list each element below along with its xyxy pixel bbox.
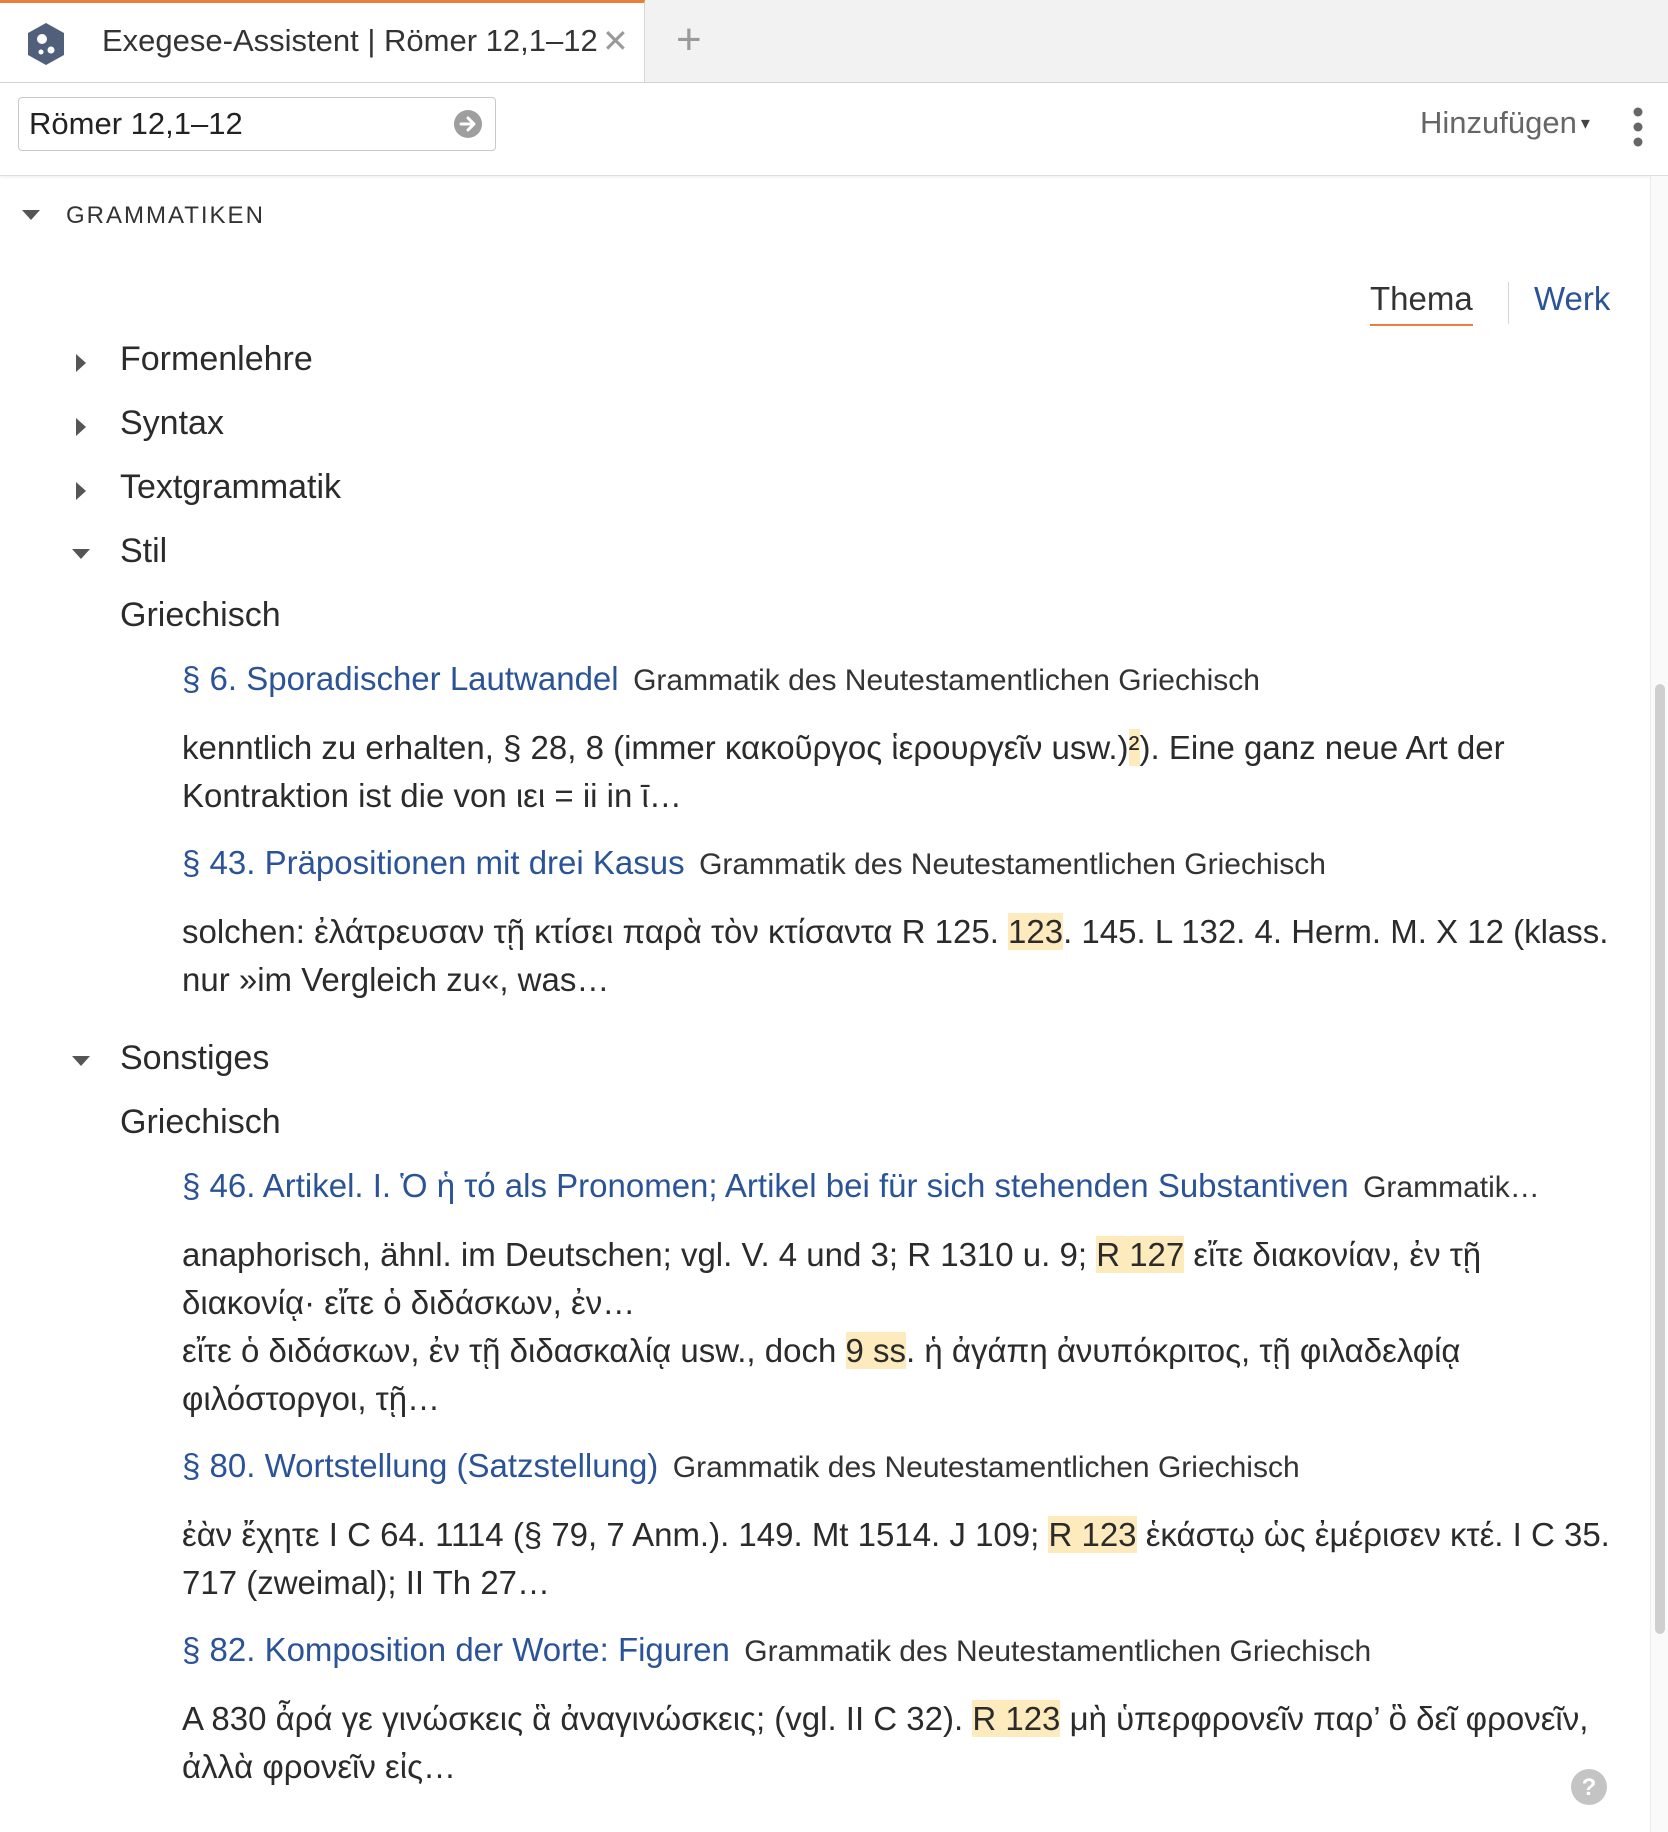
tree-node-sonstiges[interactable]: Sonstiges — [120, 1039, 270, 1077]
add-tab-icon[interactable]: + — [676, 15, 702, 64]
snippet-highlight: R 123 — [1048, 1516, 1137, 1553]
go-arrow-icon[interactable] — [453, 109, 483, 139]
language-label: Griechisch — [120, 1103, 281, 1141]
snippet-highlight: R 127 — [1096, 1236, 1185, 1273]
reference-box — [18, 97, 496, 151]
toggle-werk[interactable]: Werk — [1534, 280, 1611, 317]
entry-source: Grammatik des Neutestamentlichen Griechisch — [672, 1451, 1300, 1484]
snippet-text: μὴ ὑπερφρονεῖν παρ’ ὃ δεῖ φρονεῖν, ἀλλὰ φρονεῖν εἰς… — [182, 1700, 1589, 1785]
tree-node-syntax[interactable]: Syntax — [120, 404, 224, 442]
entry-heading — [182, 1167, 1540, 1205]
entry-link[interactable]: § 82. Komposition der Worte: Figuren — [182, 1631, 730, 1668]
add-button-label: Hinzufügen — [1420, 105, 1577, 140]
snippet-text: εἴτε διακονίαν, ἐν τῇ διακονίᾳ· εἴτε ὁ διδάσκων, ἐν… — [182, 1236, 1482, 1321]
entry-source: Grammatik des Neutestamentlichen Griechisch — [699, 848, 1326, 881]
snippet-highlight: R 123 — [972, 1700, 1061, 1737]
snippet-text: εἴτε ὁ διδάσκων, ἐν τῇ διδασκαλίᾳ usw., doch — [182, 1332, 846, 1369]
snippet-text: . 145. L 132. 4. Herm. M. X 12 (klass. nur »im Vergleich zu«, was… — [182, 913, 1609, 998]
section-title[interactable]: GRAMMATIKEN — [66, 202, 265, 229]
vertical-scrollbar[interactable] — [1650, 176, 1668, 1832]
tab-exegese-assistent[interactable] — [0, 0, 645, 82]
snippet-text: kenntlich zu erhalten, § 28, 8 (immer κακοῦργος ἱερουργεῖν usw.) — [182, 729, 1129, 766]
entry-link[interactable]: § 6. Sporadischer Lautwandel — [182, 660, 619, 697]
more-options-icon[interactable] — [1632, 107, 1644, 147]
chevron-down-icon: ▾ — [1580, 113, 1590, 133]
collapse-section-icon[interactable] — [22, 210, 40, 220]
tree-node-textgrammatik[interactable]: Textgrammatik — [120, 468, 342, 506]
snippet-highlight: 9 ss — [845, 1332, 907, 1369]
tree-node-stil[interactable]: Stil — [120, 532, 168, 570]
tab-title: Exegese-Assistent | Römer 12,1–12 — [102, 23, 598, 58]
exegesis-guide-icon — [26, 21, 66, 67]
entry-source: Grammatik… — [1363, 1171, 1540, 1204]
language-label: Griechisch — [120, 596, 281, 634]
entry-snippet[interactable] — [182, 1327, 1622, 1423]
toolbar — [0, 83, 1668, 176]
entry-source: Grammatik des Neutestamentlichen Griechisch — [633, 664, 1260, 697]
tree-node-formenlehre[interactable]: Formenlehre — [120, 340, 313, 378]
snippet-text: solchen: ἐλάτρευσαν τῇ κτίσει παρὰ τὸν κτίσαντα R 125. — [182, 913, 1009, 950]
snippet-text: . ἡ ἀγάπη ἀνυπόκριτος, τῇ φιλαδελφίᾳ φιλόστοργοι, τῇ… — [182, 1332, 1461, 1417]
entry-heading — [182, 844, 1326, 882]
reference-input[interactable] — [29, 104, 449, 144]
entry-snippet[interactable] — [182, 1511, 1622, 1607]
entry-heading — [182, 1447, 1300, 1485]
snippet-highlight: 123 — [1008, 913, 1064, 950]
help-icon[interactable] — [1570, 1768, 1608, 1806]
entry-source: Grammatik des Neutestamentlichen Griechisch — [744, 1635, 1372, 1668]
expand-icon[interactable] — [76, 482, 86, 500]
snippet-text: ). Eine ganz neue Art der Kontraktion ist die von ιει = ii in ῑ… — [182, 729, 1505, 814]
snippet-text: anaphorisch, ähnl. im Deutschen; vgl. V. 4 und 3; R 1310 u. 9; — [182, 1236, 1097, 1273]
collapse-icon[interactable] — [72, 549, 90, 559]
collapse-icon[interactable] — [72, 1056, 90, 1066]
toggle-divider — [1508, 282, 1509, 324]
add-button[interactable] — [1420, 105, 1590, 141]
entry-snippet[interactable] — [182, 1695, 1622, 1791]
entry-heading — [182, 660, 1260, 698]
entry-heading — [182, 1631, 1371, 1669]
snippet-text: ἑκάστῳ ὡς ἐμέρισεν κτέ. I C 35. 717 (zweimal); II Th 27… — [182, 1516, 1610, 1601]
snippet-highlight: ² — [1128, 729, 1140, 766]
guide-content — [0, 176, 1660, 1832]
entry-snippet[interactable] — [182, 1231, 1622, 1327]
svg-text:?: ? — [1581, 1774, 1597, 1801]
close-tab-icon[interactable]: ✕ — [602, 23, 629, 59]
scrollbar-thumb[interactable] — [1655, 684, 1665, 1634]
entry-link[interactable]: § 80. Wortstellung (Satzstellung) — [182, 1447, 659, 1484]
entry-snippet[interactable] — [182, 724, 1622, 820]
snippet-text: A 830 ἆρά γε γινώσκεις ἃ ἀναγινώσκεις; (vgl. II C 32). — [182, 1700, 973, 1737]
entry-link[interactable]: § 46. Artikel. I. Ὁ ἡ τό als Pronomen; Artikel bei für sich stehenden Substantiven — [182, 1167, 1349, 1204]
snippet-text: ἐὰν ἔχητε I C 64. 1114 (§ 79, 7 Anm.). 149. Mt 1514. J 109; — [182, 1516, 1049, 1553]
entry-link[interactable]: § 43. Präpositionen mit drei Kasus — [182, 844, 685, 881]
entry-snippet[interactable] — [182, 908, 1622, 1004]
expand-icon[interactable] — [76, 418, 86, 436]
tab-strip — [0, 0, 1668, 83]
toggle-thema[interactable]: Thema — [1370, 280, 1473, 326]
expand-icon[interactable] — [76, 354, 86, 372]
